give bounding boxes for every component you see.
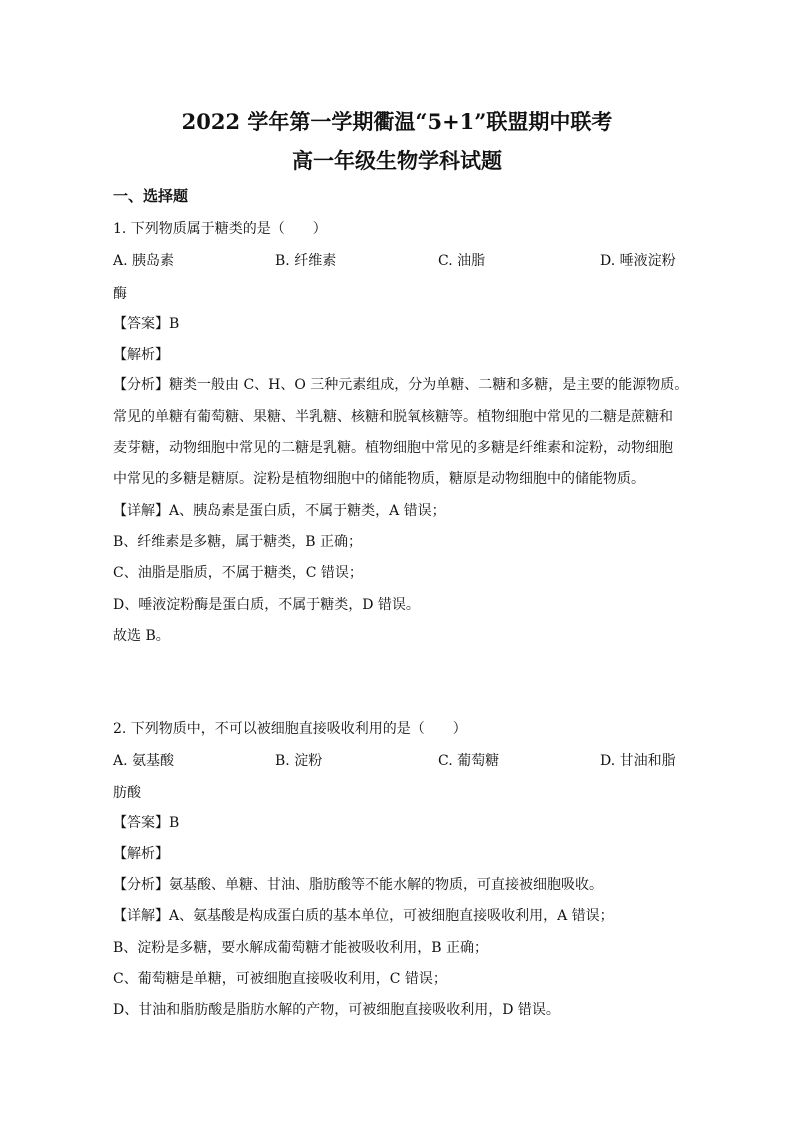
- q2-answer: 【答案】B: [113, 815, 180, 831]
- q1-detail-line: C、油脂是脂质，不属于糖类，C 错误；: [113, 565, 363, 581]
- q1-conclusion: 故选 B。: [113, 628, 170, 644]
- q1-option-c: C. 油脂: [438, 253, 486, 269]
- q1-analysis-label: 【解析】: [113, 347, 169, 363]
- q1-detail-line: 【详解】A、胰岛素是蛋白质，不属于糖类，A 错误；: [113, 503, 446, 519]
- q2-analysis-label: 【解析】: [113, 846, 169, 862]
- q2-detail-line: B、淀粉是多糖，要水解成葡萄糖才能被吸收利用，B 正确；: [113, 940, 489, 956]
- exam-title: 2022 学年第一学期衢温“5+1”联盟期中联考: [181, 109, 613, 134]
- q2-option-a: A. 氨基酸: [113, 753, 175, 769]
- q2-detail-line: C、葡萄糖是单糖，可被细胞直接吸收利用，C 错误；: [113, 971, 447, 987]
- q1-stem: 1. 下列物质属于糖类的是（ ）: [113, 221, 327, 237]
- exam-subtitle: 高一年级生物学科试题: [292, 148, 502, 173]
- q1-option-a: A. 胰岛素: [113, 253, 175, 269]
- section-heading: 一、选择题: [113, 187, 189, 205]
- q2-fenxi-line: 【分析】氨基酸、单糖、甘油、脂肪酸等不能水解的物质，可直接被细胞吸收。: [113, 877, 603, 893]
- q1-fenxi-line: 麦芽糖，动物细胞中常见的二糖是乳糖。植物细胞中常见的多糖是纤维素和淀粉，动物细胞: [113, 440, 673, 456]
- q1-fenxi-line: 中常见的多糖是糖原。淀粉是植物细胞中的储能物质，糖原是动物细胞中的储能物质。: [113, 471, 645, 487]
- q2-option-b: B. 淀粉: [275, 753, 323, 769]
- q2-option-d-wrap: 肪酸: [113, 785, 141, 801]
- q1-option-b: B. 纤维素: [275, 253, 337, 269]
- q2-detail-line: 【详解】A、氨基酸是构成蛋白质的基本单位，可被细胞直接吸收利用，A 错误；: [113, 908, 614, 924]
- q2-option-d: D. 甘油和脂: [600, 753, 676, 769]
- q1-answer: 【答案】B: [113, 316, 180, 332]
- q1-detail-line: D、唾液淀粉酶是蛋白质，不属于糖类，D 错误。: [113, 597, 420, 613]
- q1-option-d-wrap: 酶: [113, 286, 127, 302]
- q2-stem: 2. 下列物质中，不可以被细胞直接吸收利用的是（ ）: [113, 721, 467, 737]
- q2-option-c: C. 葡萄糖: [438, 753, 500, 769]
- q1-detail-line: B、纤维素是多糖，属于糖类，B 正确；: [113, 534, 363, 550]
- q1-option-d: D. 唾液淀粉: [600, 253, 676, 269]
- q1-fenxi-line: 【分析】糖类一般由 C、H、O 三种元素组成，分为单糖、二糖和多糖，是主要的能源物质。: [113, 377, 689, 393]
- q1-fenxi-line: 常见的单糖有葡萄糖、果糖、半乳糖、核糖和脱氧核糖等。植物细胞中常见的二糖是蔗糖和: [113, 409, 673, 425]
- q2-detail-line: D、甘油和脂肪酸是脂肪水解的产物，可被细胞直接吸收利用，D 错误。: [113, 1002, 560, 1018]
